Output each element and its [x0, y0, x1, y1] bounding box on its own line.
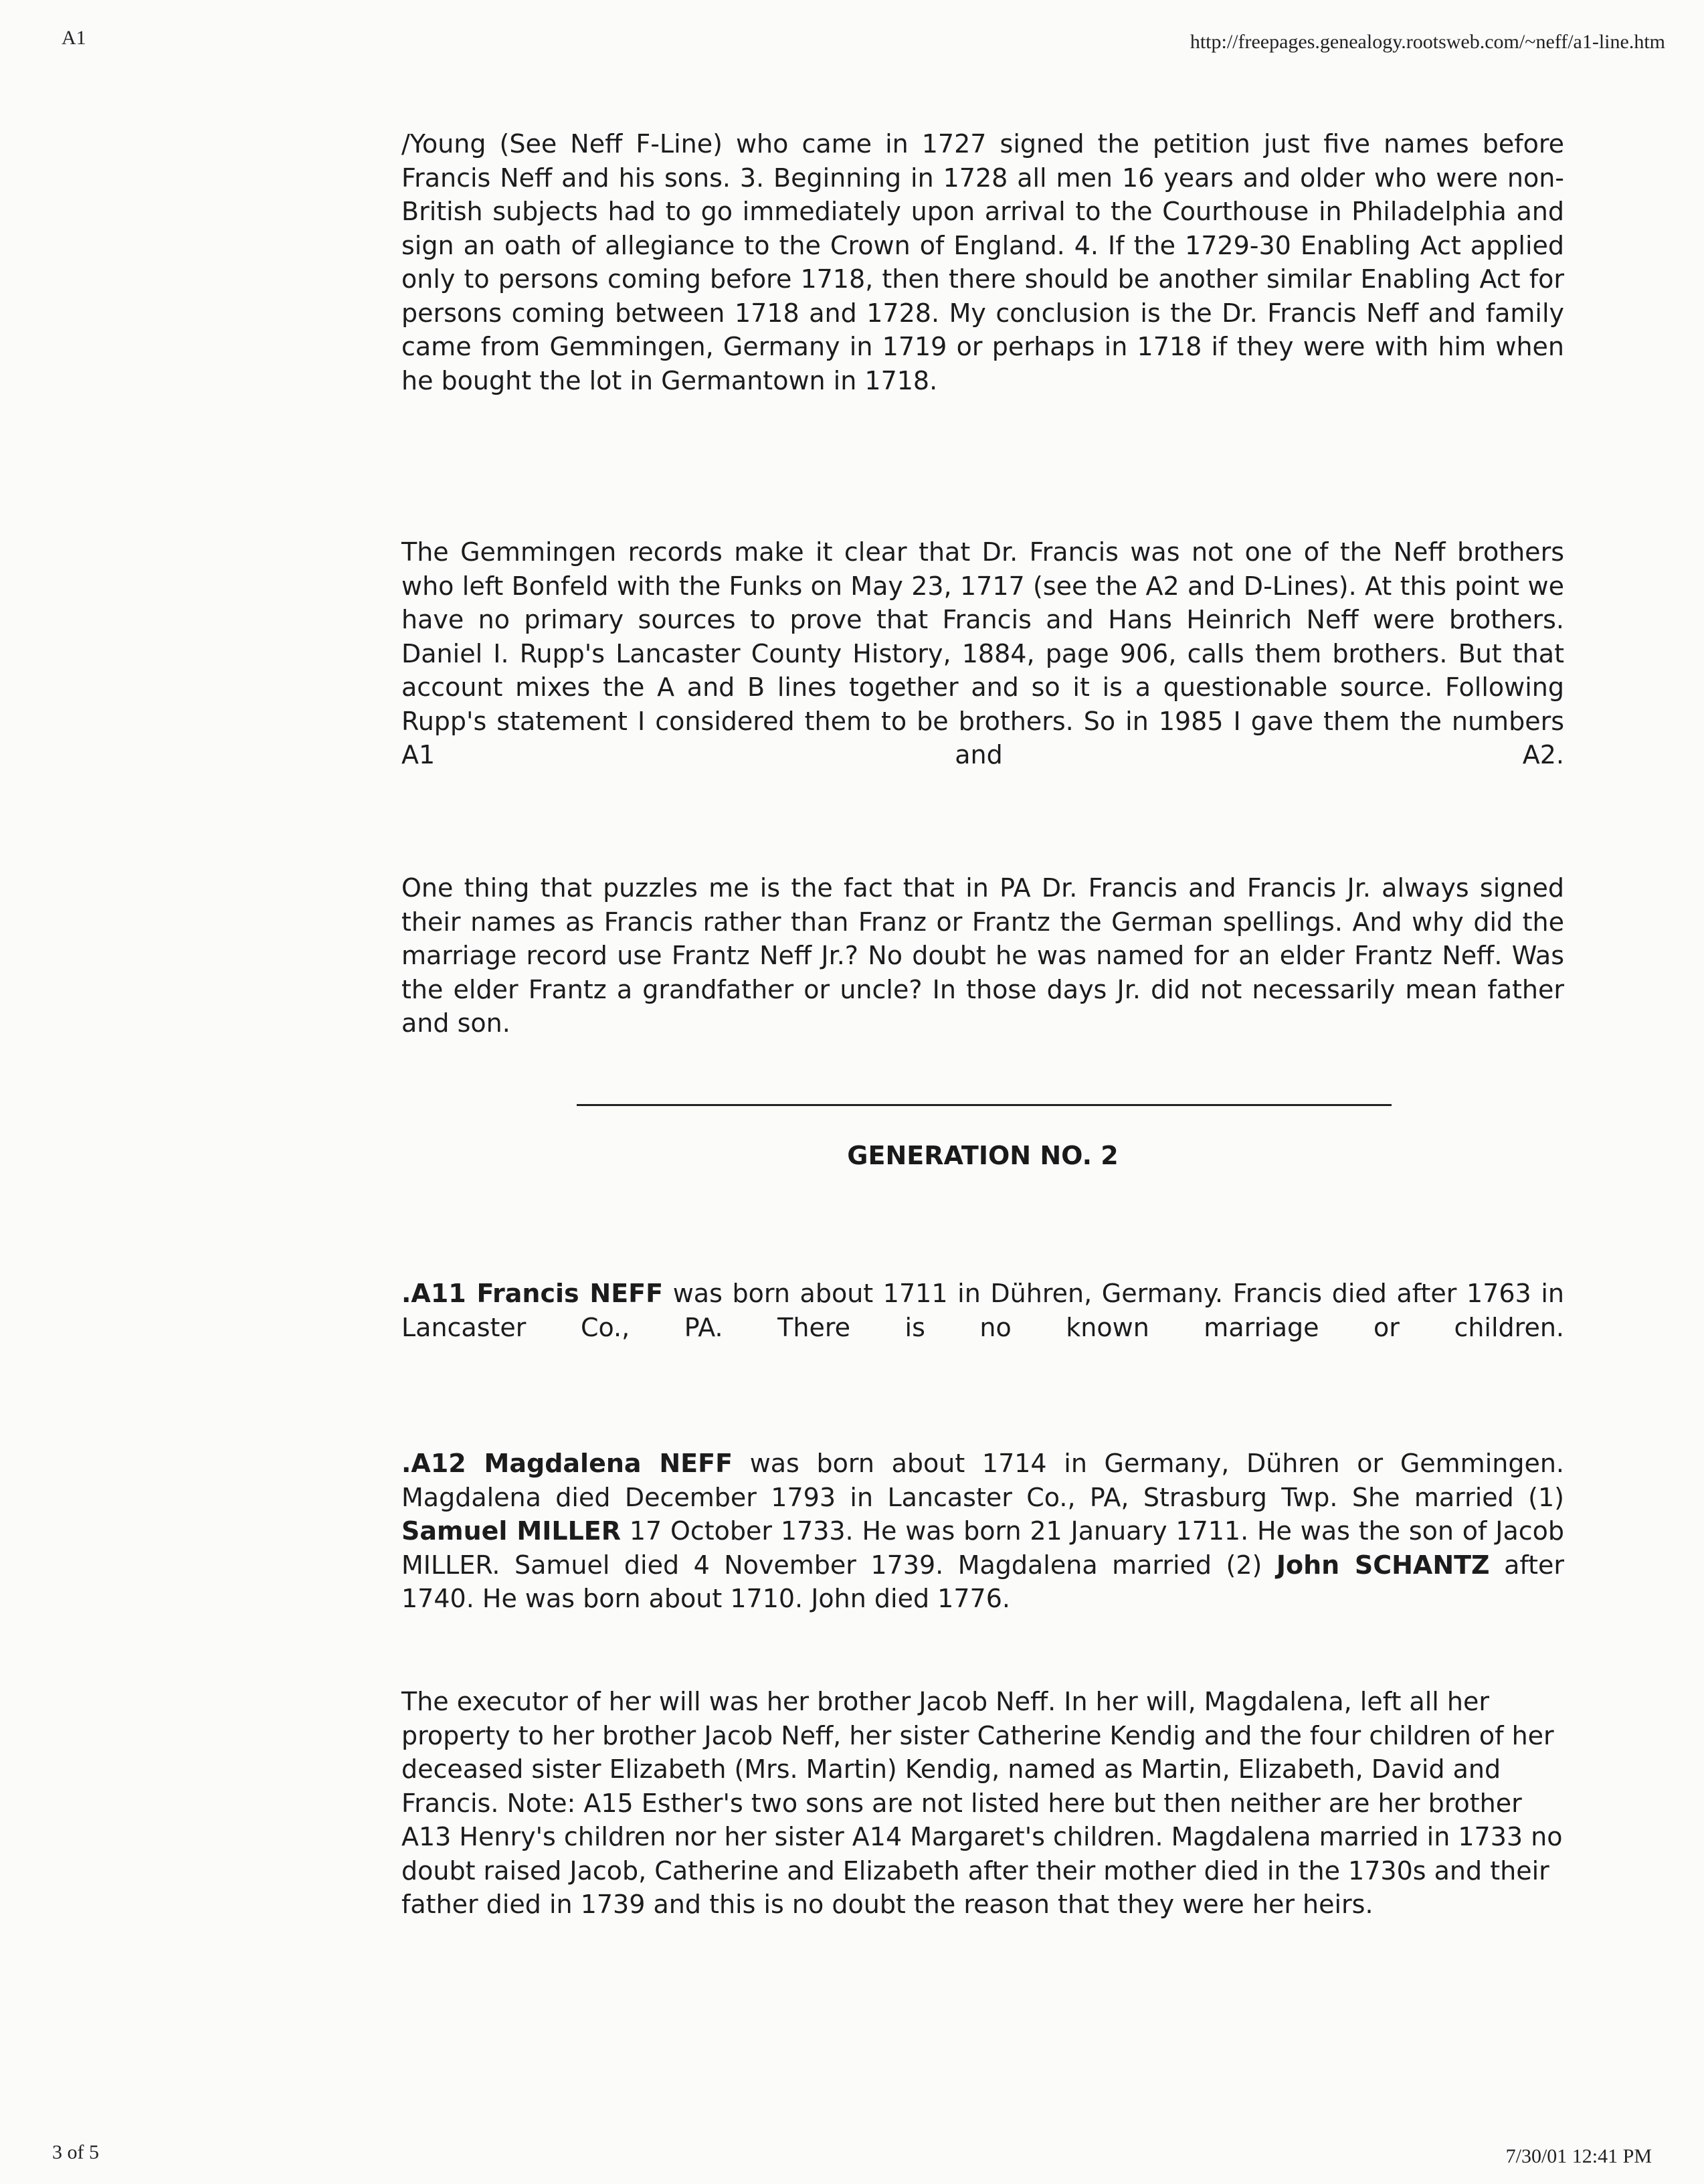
generation-heading: GENERATION NO. 2 [847, 1141, 1119, 1170]
entry-a12-name: .A12 Magdalena NEFF [401, 1449, 733, 1478]
entry-a12-spouse-1: Samuel MILLER [401, 1516, 622, 1546]
entry-a12-text-2: 17 October 1733. He was born 21 January 1711. He was the son of Jacob MILLER. Samuel died 4 November 1739. Magdalena married (2) [401, 1516, 1564, 1580]
print-footer-page-count: 3 of 5 [52, 2141, 99, 2163]
entry-a12 [401, 1447, 1564, 1616]
entry-a11-text: was born about 1711 in Dühren, Germany. Francis died after 1763 in Lancaster Co., PA. There is no known marriage or children. [401, 1279, 1564, 1342]
entry-a12-spouse-2: John SCHANTZ [1276, 1550, 1490, 1580]
entry-a11 [401, 1277, 1564, 1344]
entry-a12-text-1: was born about 1714 in Germany, Dühren or Gemmingen. Magdalena died December 1793 in Lancaster Co., PA, Strasburg Twp. She married (1) [401, 1449, 1564, 1512]
print-footer-timestamp: 7/30/01 12:41 PM [1505, 2145, 1652, 2167]
paragraph-francis-spelling: One thing that puzzles me is the fact that in PA Dr. Francis and Francis Jr. always signed their names as Francis rather than Franz or Frantz the German spellings. And why did the marriage record use Frantz Neff Jr.? No doubt he was named for an elder Frantz Neff. Was the elder Frantz a grandfather or uncle? In those days Jr. did not necessarily mean father and son. [401, 873, 1564, 1038]
print-header-page-label: A1 [62, 27, 86, 49]
entry-a12-text-3: after 1740. He was born about 1710. John died 1776. [401, 1550, 1565, 1613]
paragraph-will: The executor of her will was her brother Jacob Neff. In her will, Magdalena, left all her property to her brother Jacob Neff, her sister Catherine Kendig and the four children of her deceased sister Elizabeth (Mrs. Martin) Kendig, named as Martin, Elizabeth, David and Francis. Note: A15 Esther's two sons are not listed here but then neither are her brother A13 Henry's children nor her sister A14 Margaret's children. Magdalena married in 1733 no doubt raised Jacob, Catherine and Elizabeth after their mother died in the 1730s and their father died in 1739 and this is no doubt the reason that they were her heirs. [401, 1687, 1563, 1919]
print-header-url: http://freepages.genealogy.rootsweb.com/~neff/a1-line.htm [1190, 31, 1665, 53]
paragraph-enabling-act: /Young (See Neff F-Line) who came in 1727 signed the petition just five names before Francis Neff and his sons. 3. Beginning in 1728 all men 16 years and older who were non-British subjects had to go immediately upon arrival to the Courthouse in Philadelphia and sign an oath of allegiance to the Crown of England. 4. If the 1729-30 Enabling Act applied only to persons coming before 1718, then there should be another similar Enabling Act for persons coming between 1718 and 1728. My conclusion is the Dr. Francis Neff and family came from Gemmingen, Germany in 1719 or perhaps in 1718 if they were with him when he bought the lot in Germantown in 1718. [401, 129, 1564, 395]
horizontal-divider [577, 1104, 1392, 1106]
entry-a11-name: .A11 Francis NEFF [401, 1279, 664, 1308]
paragraph-gemmingen-records: The Gemmingen records make it clear that Dr. Francis was not one of the Neff brothers who left Bonfeld with the Funks on May 23, 1717 (see the A2 and D-Lines). At this point we have no primary sources to prove that Francis and Hans Heinrich Neff were brothers. Daniel I. Rupp's Lancaster County History, 1884, page 906, calls them brothers. But that account mixes the A and B lines together and so it is a questionable source. Following Rupp's statement I considered them to be brothers. So in 1985 I gave them the numbers A1 and A2. [401, 537, 1564, 769]
